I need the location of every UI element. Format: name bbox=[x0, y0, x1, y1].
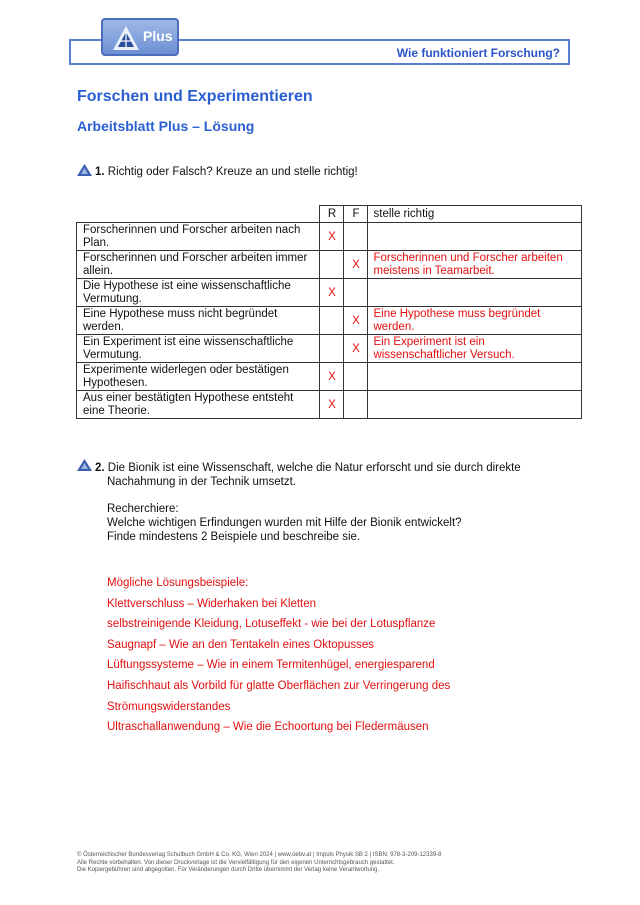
answer-item: Klettverschluss – Widerhaken bei Kletten bbox=[107, 597, 317, 610]
statement-cell: Forscherinnen und Forscher arbeiten immer allein. bbox=[77, 251, 320, 279]
triangle-logo-icon bbox=[111, 24, 141, 52]
column-header-correction: stelle richtig bbox=[367, 206, 582, 223]
f-cell[interactable] bbox=[343, 279, 367, 307]
answer-item: Saugnapf – Wie an den Tentakeln eines Oktopusses bbox=[107, 638, 375, 651]
correction-cell bbox=[367, 391, 582, 419]
r-cell[interactable]: X bbox=[319, 363, 343, 391]
f-cell[interactable] bbox=[343, 223, 367, 251]
task-triangle-icon bbox=[77, 164, 92, 176]
f-cell[interactable]: X bbox=[343, 307, 367, 335]
column-header-r: R bbox=[319, 206, 343, 223]
table-row bbox=[77, 223, 582, 251]
column-header-f: F bbox=[343, 206, 367, 223]
header-title: Wie funktioniert Forschung? bbox=[396, 46, 560, 60]
footer-copyright: © Österreichischer Bundesverlag Schulbuch GmbH & Co. KG, Wien 2024 | www.oebv.at | Impuls Physik SB 2 | ISBN: 978-3-209-12339-8 bbox=[77, 852, 442, 858]
answer-item: selbstreinigende Kleidung, Lotuseffekt - wie bei der Lotuspflanze bbox=[107, 618, 436, 631]
footer-disclaimer: Die Kopiergebühren sind abgegolten. Für Veränderungen durch Dritte übernimmt der Verlag keine Verantwortung. bbox=[77, 867, 380, 873]
table-row bbox=[77, 391, 582, 419]
answer-item: Ultraschallanwendung – Wie die Echoortung bei Fledermäusen bbox=[107, 721, 429, 734]
correction-cell: Ein Experiment ist ein wissenschaftlicher Versuch. bbox=[367, 335, 582, 363]
table-header-empty bbox=[77, 206, 320, 223]
r-cell[interactable] bbox=[319, 307, 343, 335]
statement-cell: Ein Experiment ist eine wissenschaftliche Vermutung. bbox=[77, 335, 320, 363]
correction-cell bbox=[367, 363, 582, 391]
task-triangle-icon bbox=[77, 459, 92, 471]
statement-cell: Forscherinnen und Forscher arbeiten nach Plan. bbox=[77, 223, 320, 251]
statement-cell: Experimente widerlegen oder bestätigen Hypothesen. bbox=[77, 363, 320, 391]
table-row bbox=[77, 279, 582, 307]
task1-instruction bbox=[95, 165, 358, 179]
answer-list bbox=[107, 576, 450, 741]
logo-text: Plus bbox=[143, 28, 173, 44]
statement-cell: Aus einer bestätigten Hypothese entsteht eine Theorie. bbox=[77, 391, 320, 419]
r-cell[interactable]: X bbox=[319, 279, 343, 307]
table-row bbox=[77, 335, 582, 363]
answer-item: Haifischhaut als Vorbild für glatte Oberflächen zur Verringerung des bbox=[107, 679, 451, 692]
footer-rights: Alle Rechte vorbehalten. Von dieser Druckvorlage ist die Vervielfältigung für den eigenen Unterrichtsgebrauch gestattet. bbox=[77, 859, 395, 866]
plus-logo bbox=[101, 18, 179, 56]
r-cell[interactable]: X bbox=[319, 391, 343, 419]
statement-cell: Eine Hypothese muss nicht begründet werden. bbox=[77, 307, 320, 335]
task1-number: 1. bbox=[95, 166, 105, 178]
page-subtitle: Arbeitsblatt Plus – Lösung bbox=[77, 118, 255, 134]
f-cell[interactable]: X bbox=[343, 335, 367, 363]
task2-number: 2. bbox=[95, 462, 105, 474]
r-cell[interactable]: X bbox=[319, 223, 343, 251]
table-header-row bbox=[77, 206, 582, 223]
correction-cell: Forscherinnen und Forscher arbeiten meistens in Teamarbeit. bbox=[367, 251, 582, 279]
f-cell[interactable]: X bbox=[343, 251, 367, 279]
table-row bbox=[77, 307, 582, 335]
correction-cell bbox=[367, 223, 582, 251]
research-task: Finde mindestens 2 Beispiele und beschreibe sie. bbox=[107, 531, 361, 543]
answer-item: Strömungswiderstandes bbox=[107, 700, 231, 713]
research-label: Recherchiere: bbox=[107, 503, 179, 515]
r-cell[interactable] bbox=[319, 251, 343, 279]
f-cell[interactable] bbox=[343, 391, 367, 419]
task2-intro bbox=[95, 461, 521, 475]
r-cell[interactable] bbox=[319, 335, 343, 363]
true-false-table bbox=[76, 205, 582, 419]
task2-line2: Nachahmung in der Technik umsetzt. bbox=[107, 476, 296, 488]
task2-line1: Die Bionik ist eine Wissenschaft, welche die Natur erforscht und sie durch direkte bbox=[107, 462, 521, 474]
correction-cell: Eine Hypothese muss begründet werden. bbox=[367, 307, 582, 335]
answer-heading: Mögliche Lösungsbeispiele: bbox=[107, 577, 249, 589]
answer-item: Lüftungssysteme – Wie in einem Termitenhügel, energiesparend bbox=[107, 659, 435, 672]
f-cell[interactable] bbox=[343, 363, 367, 391]
table-row bbox=[77, 363, 582, 391]
statement-cell: Die Hypothese ist eine wissenschaftliche Vermutung. bbox=[77, 279, 320, 307]
correction-cell bbox=[367, 279, 582, 307]
footer bbox=[77, 852, 442, 875]
task1-text: Richtig oder Falsch? Kreuze an und stelle richtig! bbox=[107, 166, 358, 178]
research-question: Welche wichtigen Erfindungen wurden mit Hilfe der Bionik entwickelt? bbox=[107, 517, 462, 529]
page-title: Forschen und Experimentieren bbox=[77, 88, 313, 105]
table-row bbox=[77, 251, 582, 279]
